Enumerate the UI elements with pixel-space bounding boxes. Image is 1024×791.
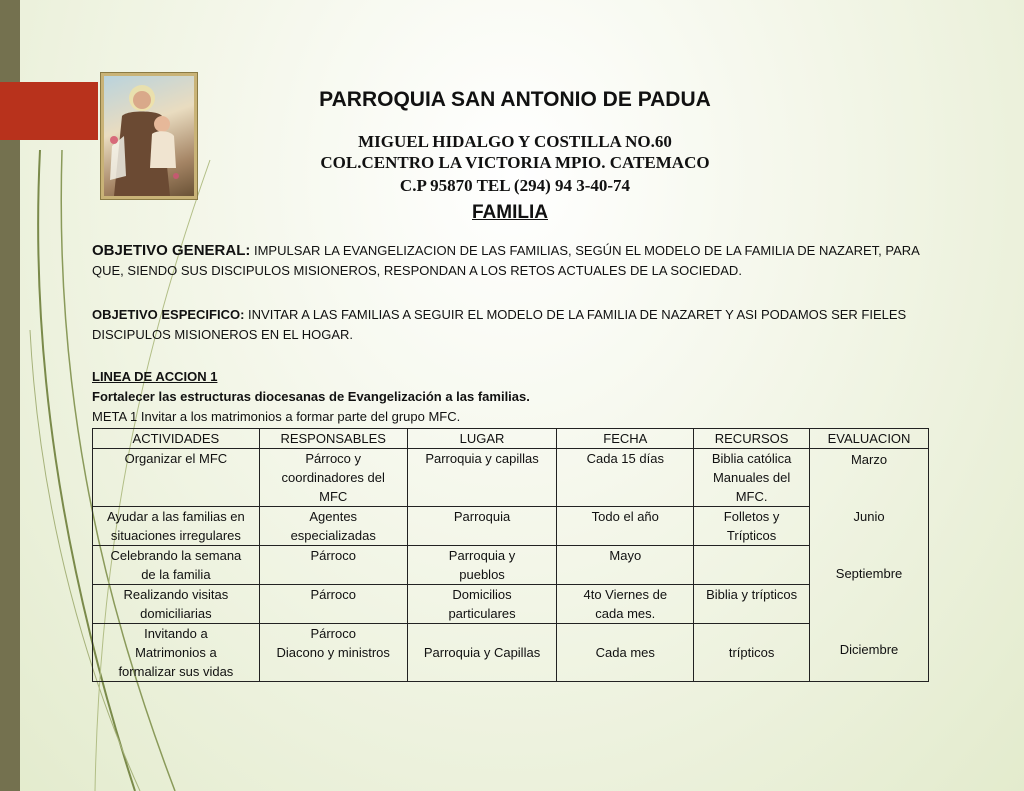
- objetivo-especifico-line1: INVITAR A LAS FAMILIAS A SEGUIR EL MODELO DE LA FAMILIA DE NAZARET Y ASI PODAMOS SER FIELES: [248, 307, 907, 322]
- cell-line: particulares: [448, 606, 516, 621]
- address-line-2: COL.CENTRO LA VICTORIA MPIO. CATEMACO: [320, 153, 710, 172]
- linea-accion-label: LINEA DE ACCION 1: [92, 369, 218, 384]
- responsables-cell: [259, 507, 407, 546]
- cell-line: cada mes.: [595, 606, 656, 621]
- cell-line: situaciones irregulares: [110, 528, 241, 543]
- evaluacion-month: Marzo: [850, 452, 888, 467]
- evaluacion-month: Junio: [853, 509, 885, 524]
- objetivo-general-label: OBJETIVO GENERAL:: [92, 242, 251, 259]
- recursos-cell: [694, 507, 810, 546]
- lugar-cell: [407, 449, 557, 507]
- address-line-3: C.P 95870 TEL (294) 94 3-40-74: [399, 176, 631, 195]
- cell-line: Matrimonios a: [135, 645, 217, 660]
- fecha-cell: [557, 449, 694, 507]
- activity-cell: [93, 507, 260, 546]
- cell-line: Agentes: [309, 509, 358, 524]
- activity-cell: [93, 449, 260, 507]
- cell-line: Párroco: [310, 626, 356, 641]
- cell-line: Biblia católica: [711, 451, 792, 466]
- cell-line: Biblia y trípticos: [706, 587, 798, 602]
- objetivo-especifico: [92, 305, 922, 345]
- header-lugar: LUGAR: [407, 429, 557, 449]
- cell-line: Todo el año: [591, 509, 659, 524]
- cell-line: Organizar el MFC: [124, 451, 228, 466]
- cell-line: Ayudar a las familias en: [106, 509, 245, 524]
- cell-line: especializadas: [290, 528, 376, 543]
- lugar-cell: [407, 507, 557, 546]
- activity-cell: [93, 585, 260, 624]
- cell-line: trípticos: [728, 645, 775, 660]
- cell-line: Párroco: [310, 548, 356, 563]
- objetivo-especifico-label: OBJETIVO ESPECIFICO:: [92, 307, 245, 322]
- fecha-cell: [557, 546, 694, 585]
- responsables-cell: [259, 449, 407, 507]
- saint-portrait-image: [101, 73, 197, 199]
- recursos-cell: [694, 624, 810, 682]
- evaluacion-month: Septiembre: [835, 566, 903, 581]
- header-evaluacion: EVALUACION: [810, 429, 929, 449]
- linea-accion-description: Fortalecer las estructuras diocesanas de Evangelización a las familias.: [92, 389, 530, 404]
- cell-line: MFC.: [735, 489, 768, 504]
- cell-line: Parroquia y capillas: [425, 451, 539, 466]
- objetivo-especifico-line2: DISCIPULOS MISIONEROS EN EL HOGAR.: [92, 327, 354, 342]
- cell-line: Invitando a: [144, 626, 208, 641]
- cell-line: Parroquia y Capillas: [423, 645, 541, 660]
- cell-line: Cada 15 días: [586, 451, 664, 466]
- cell-line: pueblos: [459, 567, 505, 582]
- cell-line: coordinadores del: [281, 470, 385, 485]
- cell-line: Folletos y: [723, 509, 780, 524]
- activity-cell: [93, 624, 260, 682]
- activity-cell: [93, 546, 260, 585]
- header-responsables: RESPONSABLES: [259, 429, 407, 449]
- cell-line: Diacono y ministros: [276, 645, 390, 660]
- cell-line: formalizar sus vidas: [118, 664, 234, 679]
- cell-line: Parroquia y: [448, 548, 516, 563]
- lugar-cell: [407, 624, 557, 682]
- linea-accion: [92, 367, 922, 427]
- cell-line: domiciliarias: [140, 606, 212, 621]
- cell-line: Manuales del: [712, 470, 791, 485]
- objetivo-general-line1: IMPULSAR LA EVANGELIZACION DE LAS FAMILIAS, SEGÚN EL MODELO DE LA FAMILIA DE NAZARET, PARA: [253, 243, 920, 258]
- table-row: [93, 507, 929, 546]
- meta-text: META 1 Invitar a los matrimonios a formar parte del grupo MFC.: [92, 409, 461, 424]
- recursos-cell: [694, 585, 810, 624]
- fecha-cell: [557, 585, 694, 624]
- header-actividades: ACTIVIDADES: [93, 429, 260, 449]
- recursos-cell: [694, 546, 810, 585]
- lugar-cell: [407, 546, 557, 585]
- cell-line: Cada mes: [595, 645, 655, 660]
- cell-line: Trípticos: [726, 528, 777, 543]
- activities-table: [92, 428, 929, 682]
- section-title: FAMILIA: [472, 202, 548, 223]
- evaluacion-cell: [810, 449, 929, 682]
- cell-line: 4to Viernes de: [583, 587, 668, 602]
- cell-line: Realizando visitas: [123, 587, 229, 602]
- responsables-cell: [259, 624, 407, 682]
- objetivo-general-line2: QUE, SIENDO SUS DISCIPULOS MISIONEROS, RESPONDAN A LOS RETOS ACTUALES DE LA SOCIEDAD.: [92, 263, 742, 278]
- table-row: [93, 546, 929, 585]
- fecha-cell: [557, 507, 694, 546]
- header-fecha: FECHA: [557, 429, 694, 449]
- responsables-cell: [259, 546, 407, 585]
- cell-line: Parroquia: [453, 509, 511, 524]
- objetivo-general: [92, 241, 922, 281]
- table-row: [93, 585, 929, 624]
- parish-title: PARROQUIA SAN ANTONIO DE PADUA: [319, 88, 711, 111]
- fecha-cell: [557, 624, 694, 682]
- cell-line: MFC: [319, 489, 348, 504]
- lugar-cell: [407, 585, 557, 624]
- recursos-cell: [694, 449, 810, 507]
- cell-line: Párroco: [310, 587, 356, 602]
- address-line-1: MIGUEL HIDALGO Y COSTILLA NO.60: [358, 132, 672, 151]
- cell-line: Mayo: [609, 548, 642, 563]
- cell-line: Celebrando la semana: [110, 548, 242, 563]
- cell-line: de la familia: [141, 567, 211, 582]
- cell-line: Párroco y: [305, 451, 362, 466]
- header-recursos: RECURSOS: [694, 429, 810, 449]
- table-row: [93, 624, 929, 682]
- evaluacion-month: Diciembre: [839, 642, 899, 657]
- table-header-row: [93, 429, 929, 449]
- responsables-cell: [259, 585, 407, 624]
- table-row: [93, 449, 929, 507]
- cell-line: Domicilios: [452, 587, 512, 602]
